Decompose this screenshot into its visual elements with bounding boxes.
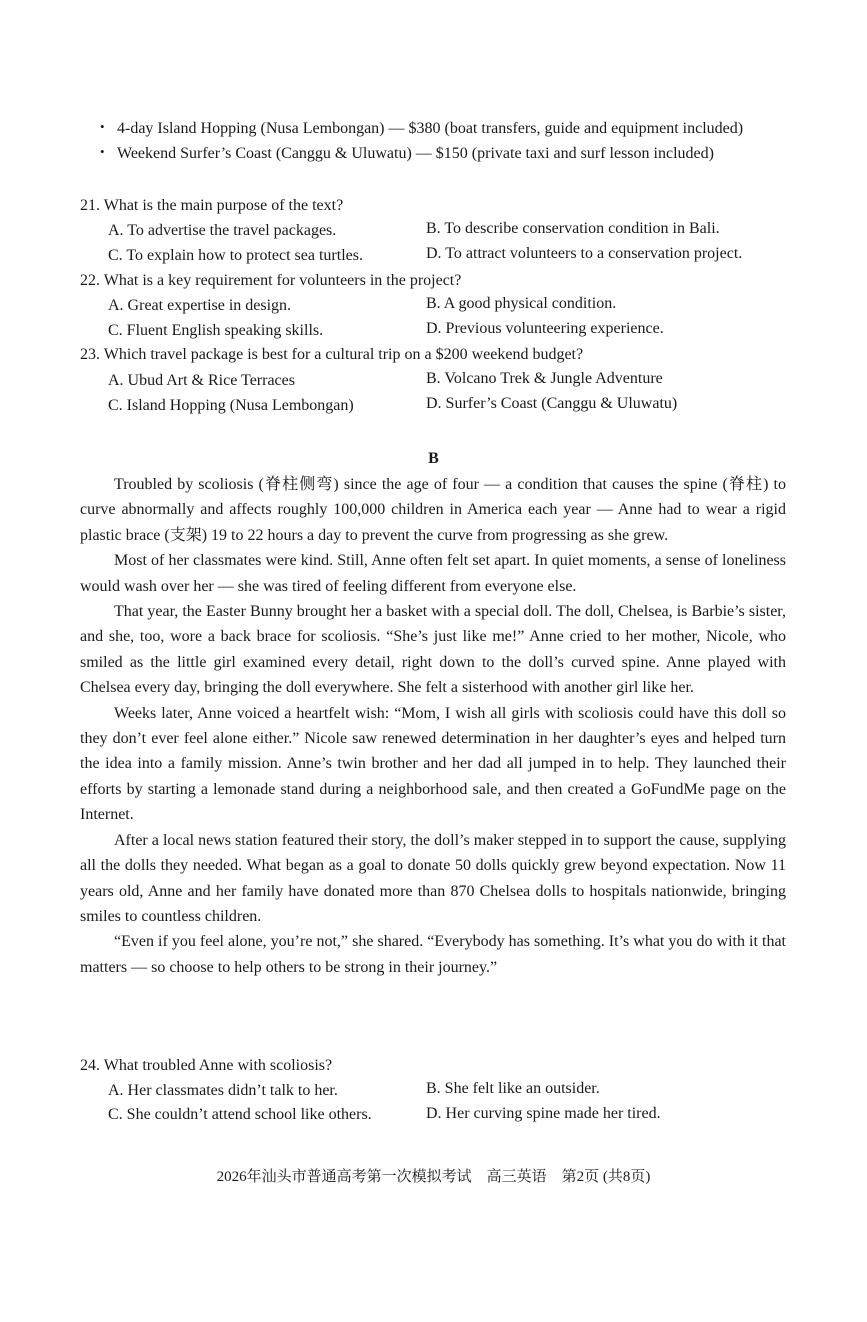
option: A. Her classmates didn’t talk to her. — [108, 1082, 338, 1099]
option: A. Great expertise in design. — [108, 297, 292, 314]
option: C. Island Hopping (Nusa Lembongan) — [108, 397, 354, 414]
option: A. Ubud Art & Rice Terraces — [108, 372, 295, 389]
package-item — [100, 120, 743, 138]
paragraph: Troubled by scoliosis (脊柱侧弯) since the age of four — a condition that causes the spine (脊柱) to curve abnormally and affects roughly 100,000 children in America each year — Anne had to wear a rigid plastic brace (支架) 19 to 22 hours a day to prevent the curve from progressing as she grew. — [80, 476, 786, 544]
option: D. To attract volunteers to a conservation project. — [426, 245, 743, 262]
option: B. She felt like an outsider. — [426, 1080, 600, 1097]
paragraph: Most of her classmates were kind. Still, Anne often felt set apart. In quiet moments, a sense of loneliness would wash over her — she was tired of feeling different from everyone else. — [80, 552, 786, 595]
package-text: 4-day Island Hopping (Nusa Lembongan) — $380 (boat transfers, guide and equipment included) — [117, 120, 744, 137]
page-footer: 2026年汕头市普通高考第一次模拟考试 高三英语 第2页 (共8页) — [216, 1169, 651, 1185]
option: B. A good physical condition. — [426, 295, 617, 312]
paragraph: “Even if you feel alone, you’re not,” she shared. “Everybody has something. It’s what you do with it that matters — so choose to help others to be strong in their journey.” — [80, 933, 786, 976]
option: A. To advertise the travel packages. — [108, 222, 337, 239]
package-item — [100, 145, 714, 163]
option: C. Fluent English speaking skills. — [108, 322, 324, 339]
option: B. To describe conservation condition in Bali. — [426, 220, 720, 237]
question-24: 24. What troubled Anne with scoliosis? — [80, 1057, 333, 1074]
section-heading: B — [428, 450, 439, 467]
option: D. Surfer’s Coast (Canggu & Uluwatu) — [426, 395, 678, 412]
paragraph: Weeks later, Anne voiced a heartfelt wish: “Mom, I wish all girls with scoliosis could have this doll so they don’t ever feel alone either.” Nicole saw renewed determination in her daughter’s eyes and helped turn the idea into a family mission. Anne’s twin brother and her dad all jumped in to help. They launched their efforts by starting a lemonade stand during a neighborhood sale, and then created a GoFundMe page on the Internet. — [80, 704, 786, 824]
question-22: 22. What is a key requirement for volunteers in the project? — [80, 272, 462, 289]
option: D. Her curving spine made her tired. — [426, 1105, 661, 1122]
passage-b — [80, 472, 786, 980]
option: D. Previous volunteering experience. — [426, 320, 664, 337]
option: B. Volcano Trek & Jungle Adventure — [426, 370, 663, 387]
paragraph: After a local news station featured their story, the doll’s maker stepped in to support the cause, supplying all the dolls they needed. What began as a goal to donate 50 dolls quickly grew beyond expectation. Now 11 years old, Anne and her family have donated more than 870 Chelsea dolls to hospitals nationwide, bringing smiles to countless children. — [80, 831, 786, 925]
question-23: 23. Which travel package is best for a cultural trip on a $200 weekend budget? — [80, 346, 584, 363]
question-21: 21. What is the main purpose of the text? — [80, 197, 344, 214]
paragraph: That year, the Easter Bunny brought her a basket with a special doll. The doll, Chelsea, is Barbie’s sister, and she, too, wore a back brace for scoliosis. “She’s just like me!” Anne cried to her mother, Nicole, who smiled as the little girl examined every detail, right down to the doll’s curved spine. Anne played with Chelsea every day, bringing the doll everywhere. She felt a sisterhood with another girl like her. — [80, 603, 786, 697]
package-text: Weekend Surfer’s Coast (Canggu & Uluwatu) — $150 (private taxi and surf lesson included) — [117, 145, 714, 162]
option: C. She couldn’t attend school like others. — [108, 1106, 372, 1123]
option: C. To explain how to protect sea turtles. — [108, 247, 363, 264]
